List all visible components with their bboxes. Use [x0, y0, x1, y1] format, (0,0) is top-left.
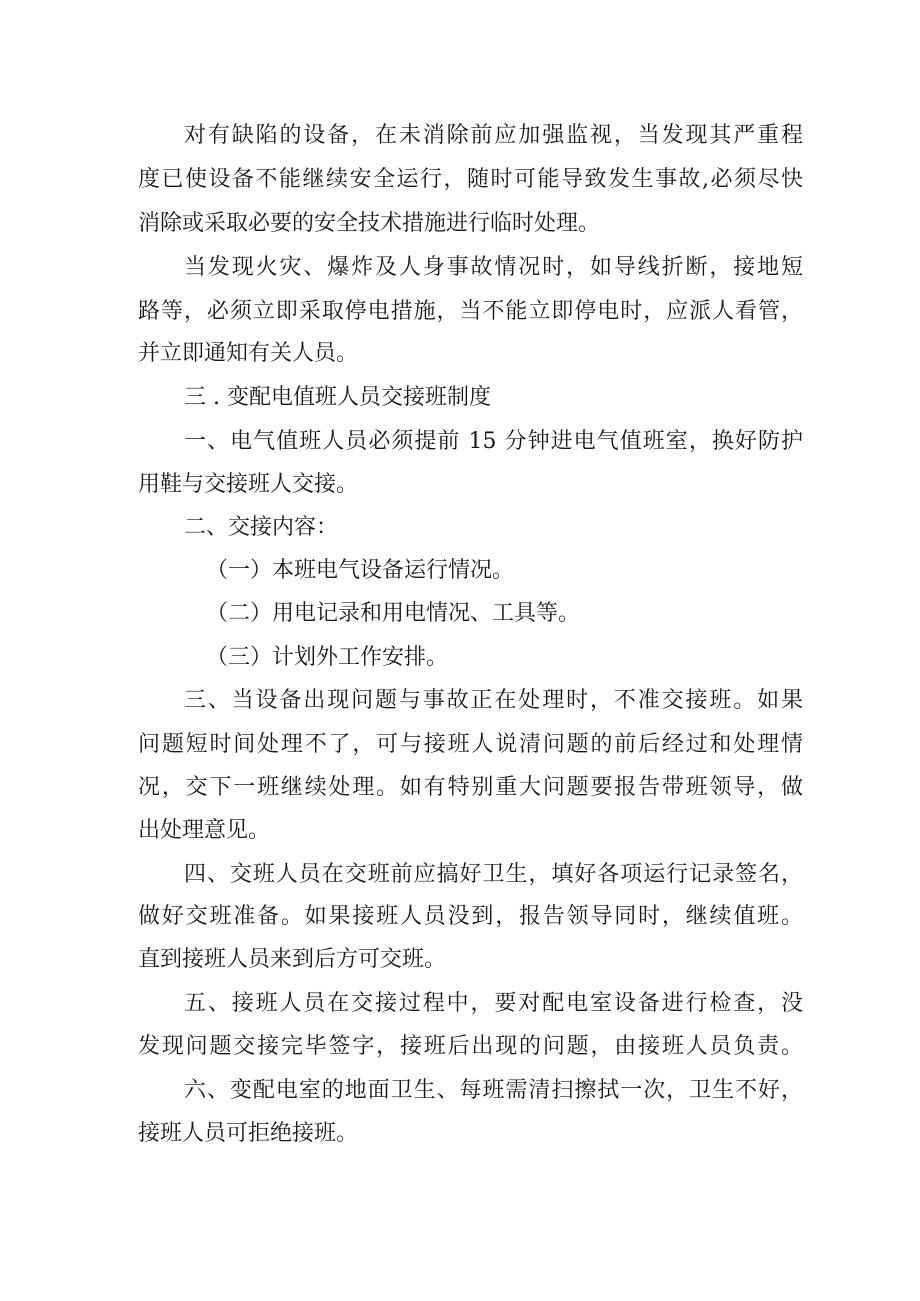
paragraph-line: 一、电气值班人员必须提前 15 分钟进电气值班室，换好防护 [184, 429, 803, 454]
paragraph-line: 并立即通知有关人员。 [138, 341, 359, 366]
list-item: （三）计划外工作安排。 [206, 645, 449, 670]
paragraph-line: 问题短时间处理不了，可与接班人说清问题的前后经过和处理情 [138, 732, 803, 757]
paragraph-line: 直到接班人员来到后方可交班。 [138, 947, 447, 972]
list-item: （二）用电记录和用电情况、工具等。 [206, 601, 581, 626]
paragraph-line: 二、交接内容： [184, 515, 339, 540]
paragraph-line: 况，交下一班继续处理。如有特别重大问题要报告带班领导，做 [138, 775, 803, 800]
paragraph-line: 做好交班准备。如果接班人员没到，报告领导同时，继续值班。 [138, 904, 803, 929]
paragraph-line: 接班人员可拒绝接班。 [138, 1121, 359, 1146]
section-heading: 三 . 变配电值班人员交接班制度 [184, 385, 491, 410]
paragraph-line: 当发现火灾、爆炸及人身事故情况时，如导线折断，接地短 [184, 255, 803, 280]
paragraph-line: 路等，必须立即采取停电措施，当不能立即停电时，应派人看管， [138, 299, 803, 324]
paragraph-line: 消除或采取必要的安全技术措施进行临时处理。 [138, 211, 601, 236]
paragraph-line: 对有缺陷的设备，在未消除前应加强监视，当发现其严重程 [184, 123, 803, 148]
paragraph-line: 四、交班人员在交班前应搞好卫生，填好各项运行记录签名， [184, 862, 803, 887]
list-item: （一）本班电气设备运行情况。 [206, 558, 515, 583]
paragraph-line: 用鞋与交接班人交接。 [138, 472, 359, 497]
paragraph-line: 出处理意见。 [138, 818, 271, 843]
paragraph-line: 五、接班人员在交接过程中，要对配电室设备进行检查，没 [184, 991, 803, 1016]
paragraph-line: 发现问题交接完毕签字，接班后出现的问题，由接班人员负责。 [138, 1034, 803, 1059]
paragraph-line: 度已使设备不能继续安全运行，随时可能导致发生事故,必须尽快 [138, 167, 803, 192]
paragraph-line: 三、当设备出现问题与事故正在处理时，不准交接班。如果 [184, 688, 803, 713]
paragraph-line: 六、变配电室的地面卫生、每班需清扫擦拭一次，卫生不好， [184, 1078, 803, 1103]
